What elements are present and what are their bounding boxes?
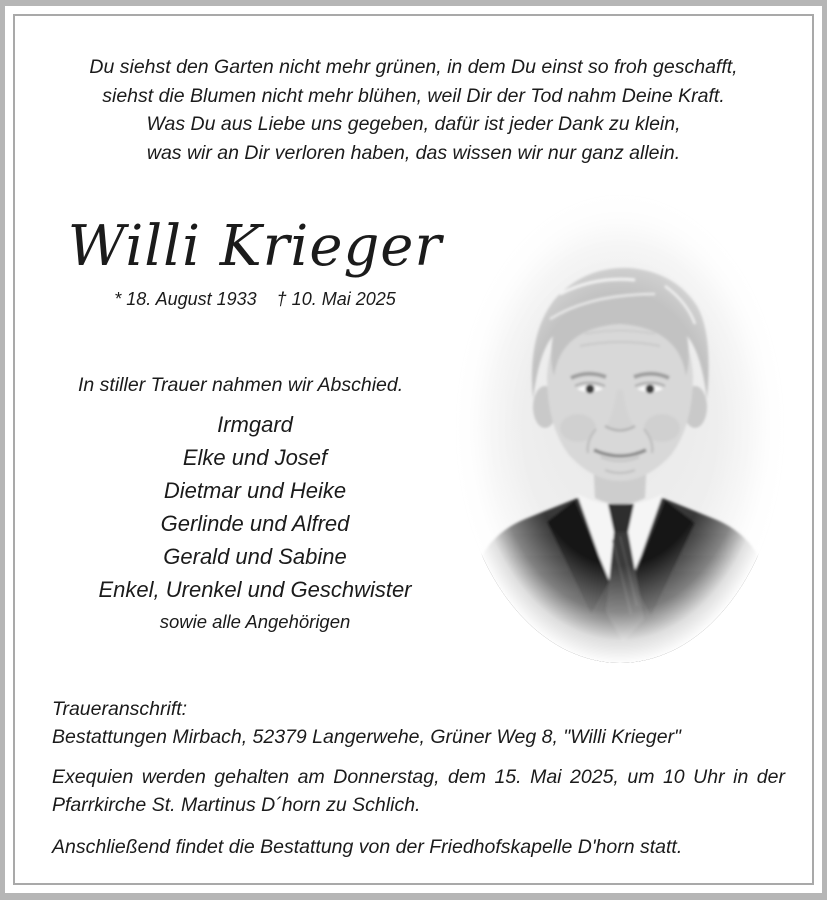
mourner-name: Irmgard xyxy=(217,412,293,437)
poem-line: Was Du aus Liebe uns gegeben, dafür ist jeder Dank zu klein, xyxy=(146,113,681,135)
death-date: † 10. Mai 2025 xyxy=(276,289,396,309)
memorial-poem xyxy=(21,53,806,167)
service-text: Exequien werden gehalten am Donnerstag, dem 15. Mai 2025, um 10 Uhr in der Pfarrkirche St. Martinus D´horn zu Schlich. xyxy=(52,766,785,816)
mourners-list xyxy=(43,408,467,637)
poem-line: Du siehst den Garten nicht mehr grünen, in dem Du einst so froh geschafft, xyxy=(89,56,738,78)
birth-date: * 18. August 1933 xyxy=(114,289,257,309)
address-label: Traueranschrift: xyxy=(52,698,188,720)
portrait-photo xyxy=(455,194,785,664)
poem-line: siehst die Blumen nicht mehr blühen, weil Dir der Tod nahm Deine Kraft. xyxy=(102,84,725,107)
deceased-name: Willi Krieger xyxy=(67,214,443,279)
mourners-suffix: sowie alle Angehörigen xyxy=(159,611,351,632)
address-line: Bestattungen Mirbach, 52379 Langerwehe, Grüner Weg 8, "Willi Krieger" xyxy=(52,726,681,748)
portrait-image xyxy=(455,194,785,664)
mourner-name: Enkel, Urenkel und Geschwister xyxy=(98,577,412,602)
mourner-name: Gerlinde und Alfred xyxy=(160,511,350,536)
life-dates xyxy=(43,287,467,311)
deceased-header xyxy=(43,211,467,311)
mourner-name: Elke und Josef xyxy=(182,445,328,470)
poem-line: was wir an Dir verloren haben, das wissen wir nur ganz allein. xyxy=(146,141,681,164)
burial-text: Anschließend findet die Bestattung von der Friedhofskapelle D'horn statt. xyxy=(52,836,683,858)
obituary-card xyxy=(5,6,822,893)
funeral-details xyxy=(52,695,785,861)
mourner-name: Gerald und Sabine xyxy=(163,544,347,569)
mourner-name: Dietmar und Heike xyxy=(163,478,347,503)
farewell-text: In stiller Trauer nahmen wir Abschied. xyxy=(78,374,404,396)
